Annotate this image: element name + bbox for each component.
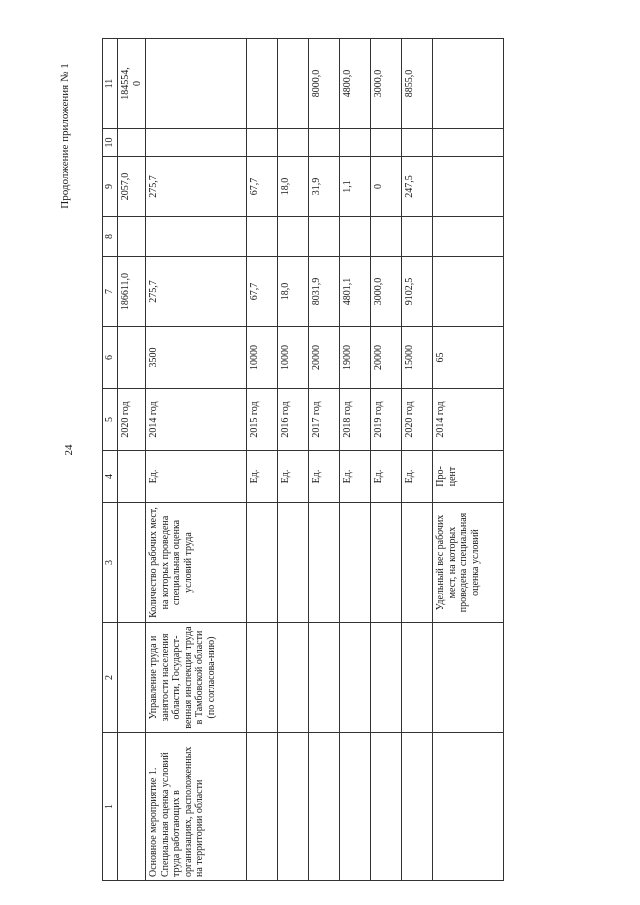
cell-regional: 31,9 — [309, 157, 340, 217]
cell-regional: 247,5 — [402, 157, 433, 217]
table-row-share-indicator — [433, 39, 504, 881]
cell-year: 2019 год — [371, 389, 402, 451]
cell-regional: 0 — [371, 157, 402, 217]
table-row — [340, 39, 371, 881]
cell-indicator-value: 65 — [433, 327, 504, 389]
col-header-8: 8 — [103, 217, 118, 257]
table-row — [309, 39, 340, 881]
cell-total: 8031,9 — [309, 257, 340, 327]
col-header-9: 9 — [103, 157, 118, 217]
cell-other: 8855,0 — [402, 39, 433, 129]
cell-other: 184554, 0 — [118, 39, 146, 129]
cell-indicator-value: 10000 — [247, 327, 278, 389]
cell-year: 2014 год — [433, 389, 504, 451]
cell-year: 2017 год — [309, 389, 340, 451]
rotated-table-container — [102, 39, 502, 881]
unit: Ед. — [309, 451, 340, 503]
col-header-1: 1 — [103, 733, 118, 881]
unit: Про- цент — [433, 451, 504, 503]
col-header-4: 4 — [103, 451, 118, 503]
cell-year: 2018 год — [340, 389, 371, 451]
table-row — [402, 39, 433, 881]
col-header-11: 11 — [103, 39, 118, 129]
cell-total: 4801,1 — [340, 257, 371, 327]
cell-year: 2014 год — [146, 389, 247, 451]
column-number-row — [103, 39, 118, 881]
col-header-3: 3 — [103, 503, 118, 623]
table-row — [247, 39, 278, 881]
cell-total: 9102,5 — [402, 257, 433, 327]
col-header-10: 10 — [103, 129, 118, 157]
cell-indicator-value: 10000 — [278, 327, 309, 389]
cell-year: 2015 год — [247, 389, 278, 451]
table-row-main-activity — [146, 39, 247, 881]
col-header-5: 5 — [103, 389, 118, 451]
cell-regional: 67,7 — [247, 157, 278, 217]
cell-total: 67,7 — [247, 257, 278, 327]
continuation-caption: Продолжение приложения № 1 — [59, 63, 71, 209]
table-row-2020-total — [118, 39, 146, 881]
cell-other — [247, 39, 278, 129]
cell-indicator-value: 3500 — [146, 327, 247, 389]
cell-year: 2020 год — [402, 389, 433, 451]
cell-regional: 2057,0 — [118, 157, 146, 217]
unit: Ед. — [340, 451, 371, 503]
cell-other: 3000,0 — [371, 39, 402, 129]
unit: Ед. — [371, 451, 402, 503]
indicator-name: Количество рабочих мест, на которых проведена специальная оценка условий труда — [146, 503, 247, 623]
indicator-name: Удельный вес рабочих мест, на которых проведена специальная оценка условий — [433, 503, 504, 623]
cell-total: 3000,0 — [371, 257, 402, 327]
col-header-2: 2 — [103, 623, 118, 733]
unit: Ед. — [278, 451, 309, 503]
unit: Ед. — [402, 451, 433, 503]
cell-other — [278, 39, 309, 129]
cell-regional: 18,0 — [278, 157, 309, 217]
cell-indicator-value: 15000 — [402, 327, 433, 389]
col-header-7: 7 — [103, 257, 118, 327]
cell-total: 186611,0 — [118, 257, 146, 327]
cell-year: 2016 год — [278, 389, 309, 451]
cell-year: 2020 год — [118, 389, 146, 451]
activity-table — [102, 38, 504, 881]
page-number: 24 — [63, 444, 75, 456]
activity-name: Основное мероприятие 1. Специальная оценка условий труда работающих в организациях, расположенных на территории области — [146, 733, 247, 881]
cell-regional: 275,7 — [146, 157, 247, 217]
col-header-6: 6 — [103, 327, 118, 389]
responsible-executor: Управление труда и занятости населения области, Государст-венная инспекция труда в Тамбовской области (по согласова-нию) — [146, 623, 247, 733]
unit: Ед. — [247, 451, 278, 503]
cell-indicator-value: 19000 — [340, 327, 371, 389]
cell-other: 8000,0 — [309, 39, 340, 129]
table-row — [278, 39, 309, 881]
cell-regional: 1,1 — [340, 157, 371, 217]
cell-total: 18,0 — [278, 257, 309, 327]
cell-indicator-value: 20000 — [371, 327, 402, 389]
cell-total: 275,7 — [146, 257, 247, 327]
unit: Ед. — [146, 451, 247, 503]
cell-other: 4800,0 — [340, 39, 371, 129]
table-row — [371, 39, 402, 881]
cell-indicator-value: 20000 — [309, 327, 340, 389]
